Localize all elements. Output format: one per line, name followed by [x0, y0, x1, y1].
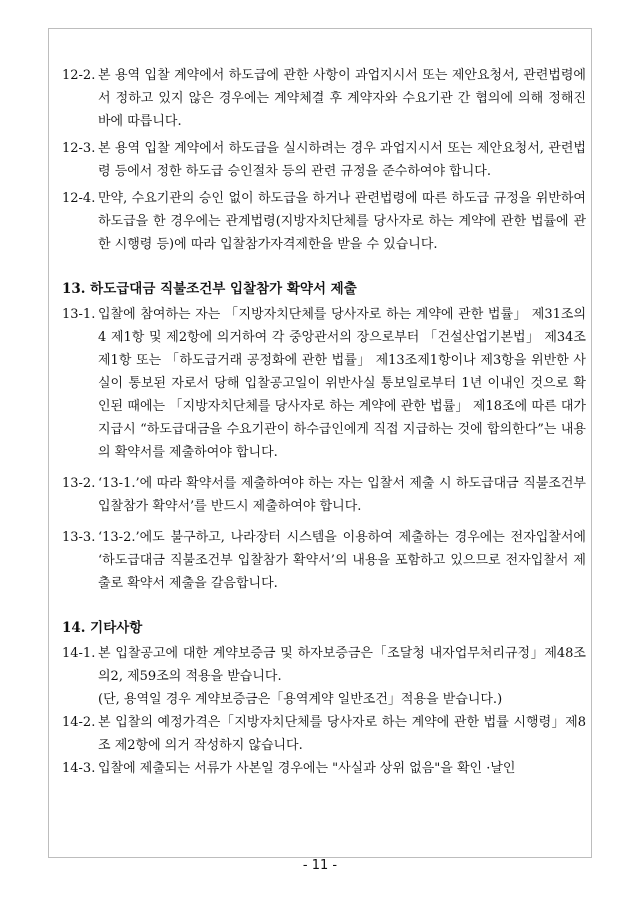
- item-12-2: [62, 64, 586, 133]
- item-number: 13-3.: [62, 530, 96, 545]
- item-12-3: [62, 137, 586, 183]
- document-body: [62, 64, 586, 780]
- item-13-1: [62, 303, 586, 464]
- item-note: (단, 용역일 경우 계약보증금은「용역계약 일반조건」적용을 받습니다.): [98, 692, 503, 707]
- page-number: - 11 -: [302, 858, 338, 873]
- item-12-4: [62, 187, 586, 256]
- item-13-2: [62, 472, 586, 518]
- item-14-2: [62, 711, 586, 757]
- item-number: 12-3.: [62, 141, 96, 156]
- section-14-heading: 14. 기타사항: [62, 620, 143, 636]
- item-text: 본 입찰공고에 대한 계약보증금 및 하자보증금은「조달청 내자업무처리규정」제48조의2, 제59조의 적용을 받습니다.: [98, 646, 586, 684]
- item-text: ‘13-2.’에도 불구하고, 나라장터 시스템을 이용하여 제출하는 경우에는 전자입찰서에 ‘하도급대금 직불조건부 입찰참가 확약서’의 내용을 포함하고 있으므로 전자입찰서 제출로 확약서 제출을 갈음합니다.: [98, 530, 586, 591]
- item-13-3: [62, 526, 586, 595]
- item-text: 입찰에 제출되는 서류가 사본일 경우에는 "사실과 상위 없음"을 확인 ·날인: [98, 761, 516, 776]
- item-text: 본 용역 입찰 계약에서 하도급에 관한 사항이 과업지시서 또는 제안요청서, 관련법령에서 정하고 있지 않은 경우에는 계약체결 후 계약자와 수요기관 간 협의에 의해 정해진 바에 따릅니다.: [98, 68, 586, 129]
- item-text: 입찰에 참여하는 자는 「지방자치단체를 당사자로 하는 계약에 관한 법률」 제31조의4 제1항 및 제2항에 의거하여 각 중앙관서의 장으로부터 「건설산업기본법」 제34조제1항 또는 「하도급거래 공정화에 관한 법률」 제13조제1항이나 제3항을 위반한 사실이 통보된 자로서 당해 입찰공고일이 위반사실 통보일로부터 1년 이내인 것으로 확인된 때에는 「지방자치단체를 당사자로 하는 계약에 관한 법률」 제18조에 따른 대가 지급시 “하도급대금을 수요기관이 하수급인에게 직접 지급하는 것에 합의한다”는 내용의 확약서를 제출하여야 합니다.: [98, 307, 586, 460]
- item-number: 13-2.: [62, 476, 96, 491]
- item-text: ‘13-1.’에 따라 확약서를 제출하여야 하는 자는 입찰서 제출 시 하도급대금 직불조건부 입찰참가 확약서’를 반드시 제출하여야 합니다.: [98, 476, 586, 514]
- item-number: 12-2.: [62, 68, 96, 83]
- item-number: 12-4.: [62, 191, 96, 206]
- item-14-3: [62, 757, 586, 780]
- item-number: 14-3.: [62, 761, 96, 776]
- item-number: 14-1.: [62, 646, 96, 661]
- item-text: 만약, 수요기관의 승인 없이 하도급을 하거나 관련법령에 따른 하도급 규정을 위반하여 하도급을 한 경우에는 관계법령(지방자치단체를 당사자로 하는 계약에 관한 법률에 관한 시행령 등)에 따라 입찰참가자격제한을 받을 수 있습니다.: [98, 191, 586, 252]
- item-text: 본 용역 입찰 계약에서 하도급을 실시하려는 경우 과업지시서 또는 제안요청서, 관련법령 등에서 정한 하도급 승인절차 등의 관련 규정을 준수하여야 합니다.: [98, 141, 586, 179]
- section-13-heading: 13. 하도급대금 직불조건부 입찰참가 확약서 제출: [62, 281, 357, 297]
- item-14-1: [62, 642, 586, 711]
- item-number: 13-1.: [62, 307, 96, 322]
- item-text: 본 입찰의 예정가격은「지방자치단체를 당사자로 하는 계약에 관한 법률 시행령」제8조 제2항에 의거 작성하지 않습니다.: [98, 715, 586, 753]
- item-number: 14-2.: [62, 715, 96, 730]
